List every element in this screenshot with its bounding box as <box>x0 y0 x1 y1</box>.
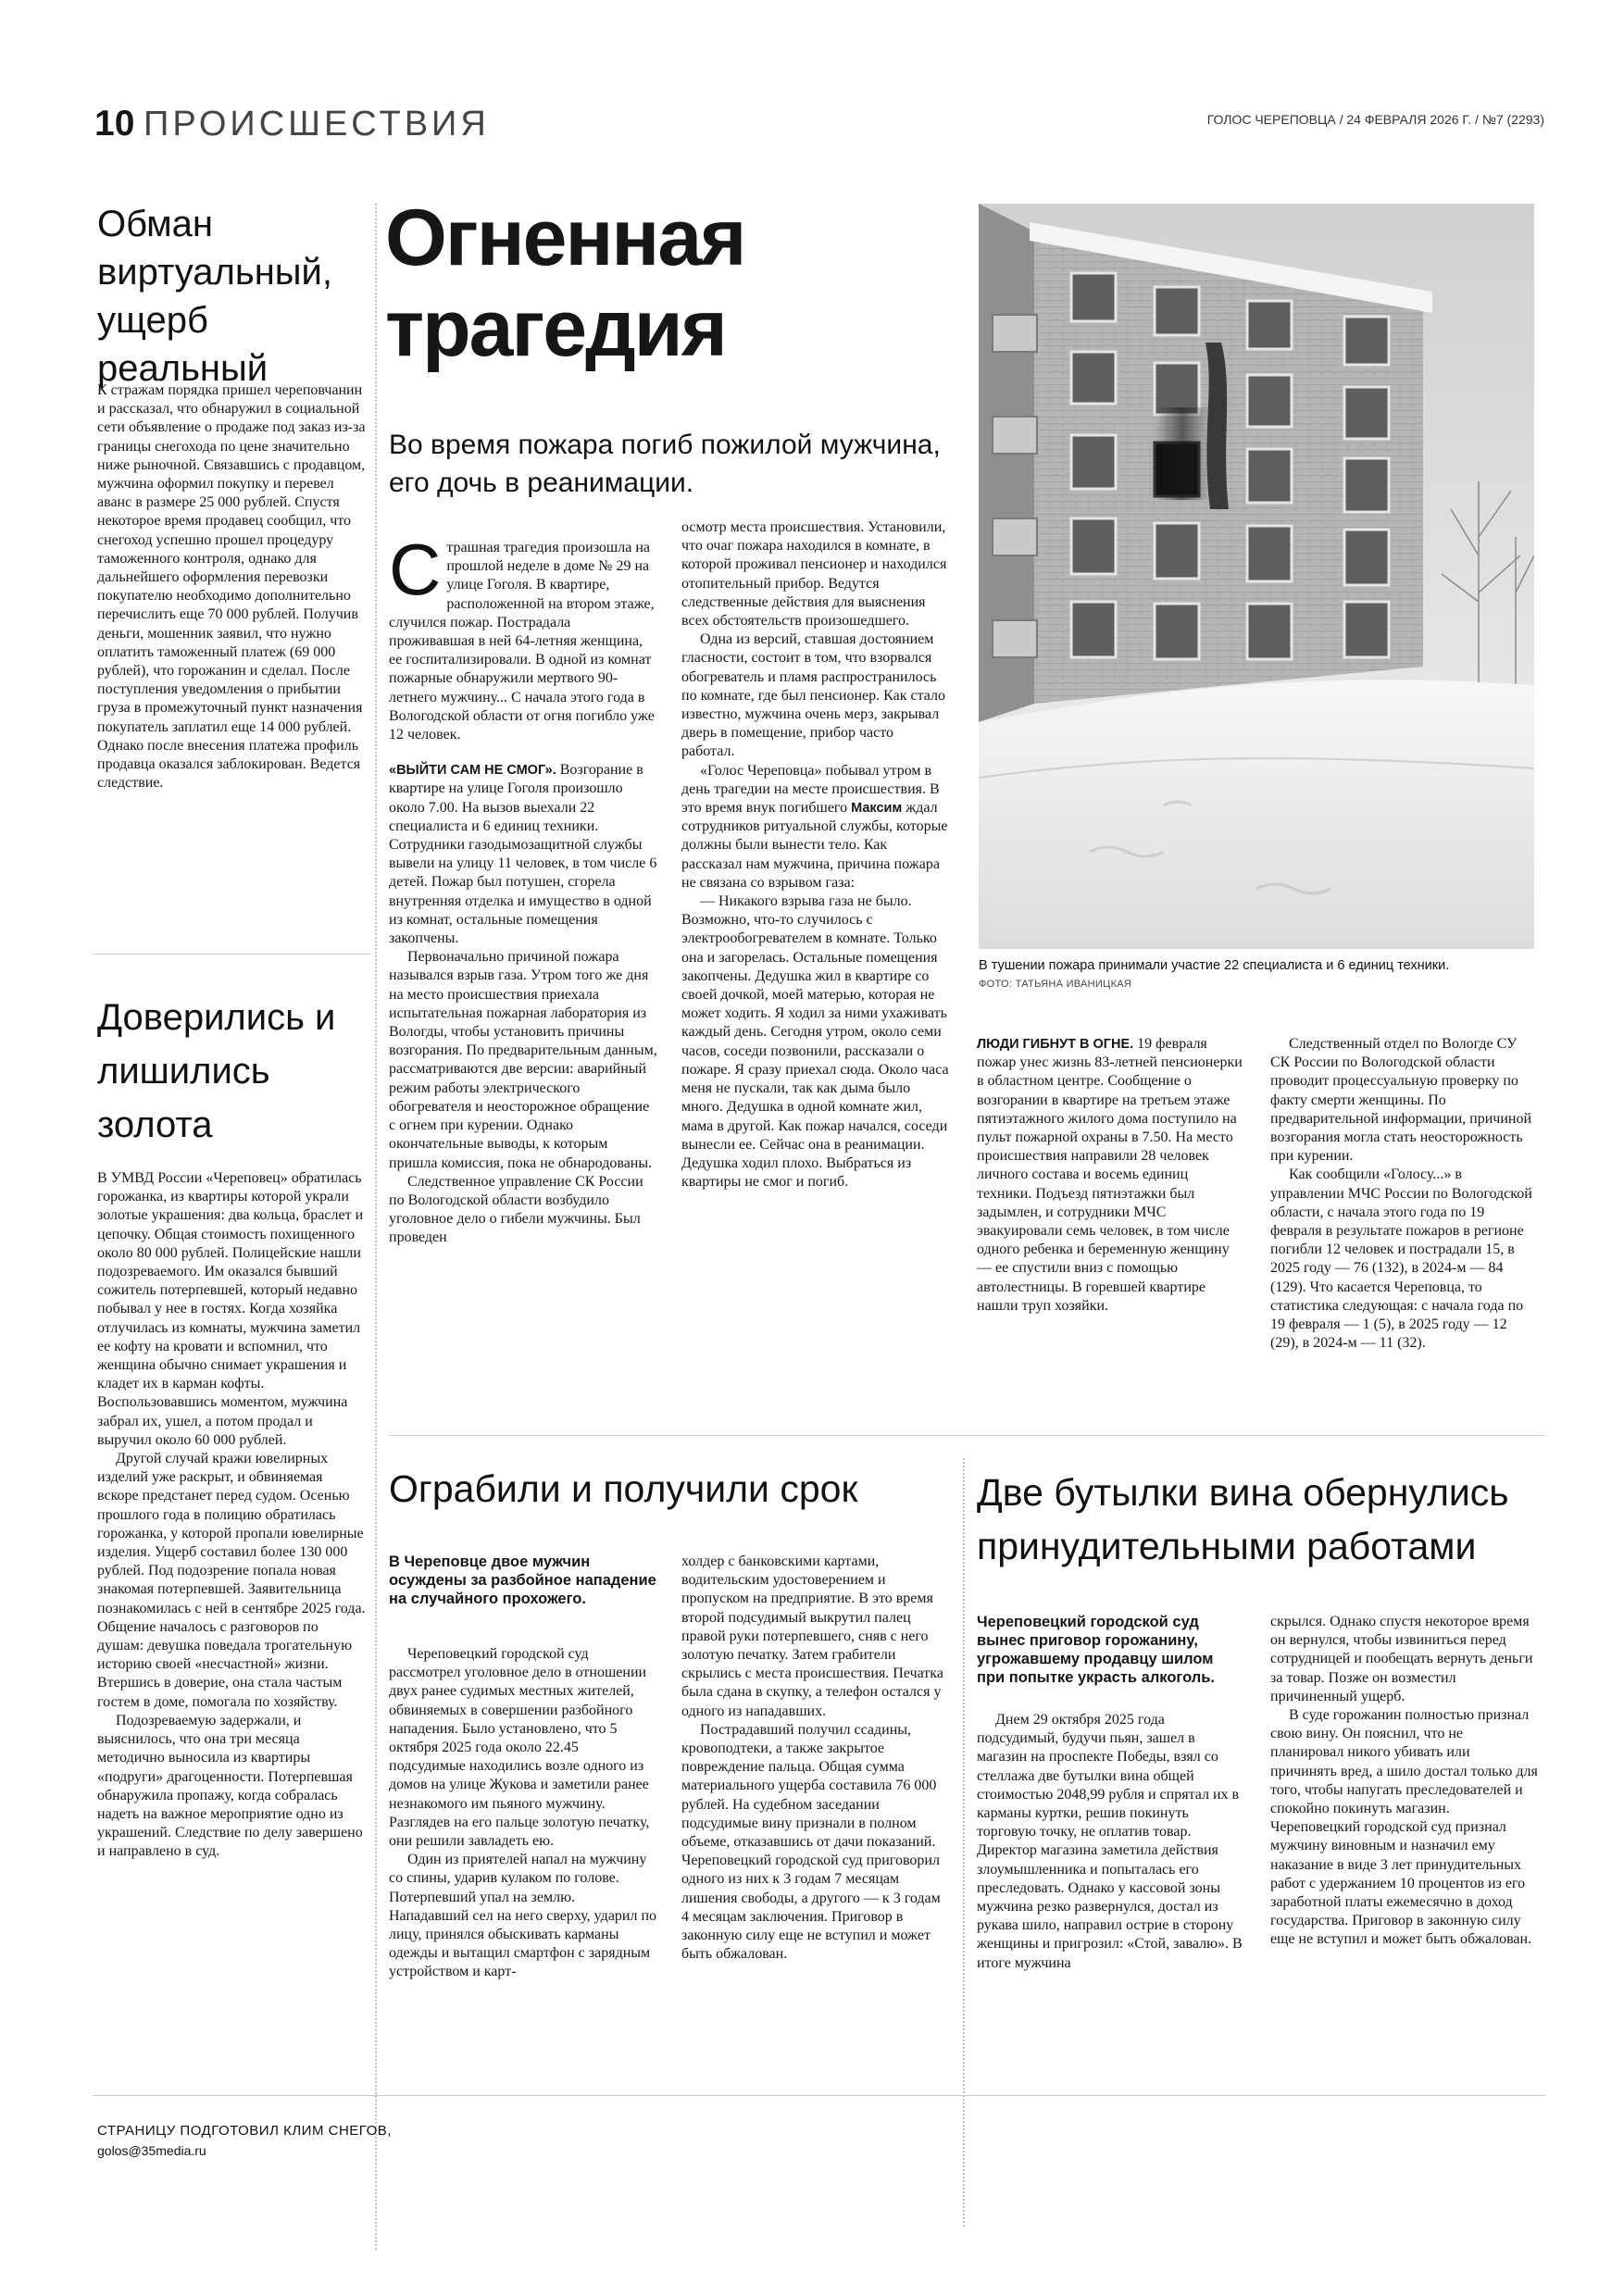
page-number: 10 <box>94 104 135 144</box>
paragraph: осмотр места происшествия. Установили, что очаг пожара находился в комнате, в которой проживал пенсионер и находился отопительный прибор. Ведутся следственные действия для выяснения всех обстоятельств произошедшего. <box>681 519 947 630</box>
paragraph-text: «Голос Череповца» побывал утром в день трагедии на месте происшествия. В это время внук погибшего <box>681 762 940 817</box>
photo-caption: В тушении пожара принимали участие 22 специалиста и 6 единиц техники. <box>979 958 1450 973</box>
paragraph-text: 19 февраля пожар унес жизнь 83-летней пенсионерки в областном центре. Сообщение о возгорании в квартире на третьем этаже пятиэтажного жилого дома поступило на пульт пожарной охраны в 7.50. На место происшествия направили 28 человек личного состава и восемь единиц техники. Подъезд пятиэтажки был задымлен, и сотрудники МЧС эвакуировали семь человек, в том числе одного ребенка и беременную женщину — ее спустили вниз с помощью автолестницы. В горевшей квартире нашли труп хозяйки. <box>977 1036 1243 1314</box>
fraud-headline: Обман виртуальный, ущерб реальный <box>97 204 333 389</box>
main-headline: Огненная трагедия <box>385 193 745 373</box>
paragraph-text: Возгорание в квартире на улице Гоголя произошло около 7.00. На вызов выехали 22 специалиста и 6 единиц техники. Сотрудники газодымозащитной службы вывели на улицу 11 человек, в том числе 6 детей. Пожар был потушен, сгорела внутренняя отделка и имущество в одной из комнат, остальные помещения закопчены. <box>389 762 657 947</box>
fire-stats-column-1 <box>977 1035 1245 1316</box>
paragraph: Подозреваемую задержали, и выяснилось, что она три месяца методично выносила из квартиры «подруги» драгоценности. Потерпевшая обнаружила пропажу, когда собралась надеть на важное мероприятие одно из украшений. Следствие по делу завершено и направлено в суд. <box>97 1712 363 1860</box>
column-divider <box>375 204 377 2250</box>
person-name: Максим <box>851 801 903 817</box>
robbery-body-column-1 <box>389 1553 657 1982</box>
paragraph: Другой случай кражи ювелирных изделий уже раскрыт, и обвиняемая вскоре предстанет перед судом. Осенью прошлого года в полицию обратилась горожанка, у которой пропали ювелирные изделия. Ущерб составил более 130 000 рублей. Под подозрение попала новая знакомая потерпевшей. Заявительница познакомилась с ней в сентябре 2025 года. Общение началось с разговоров по душам: девушка поведала трогательную историю своей «несчастной» жизни. Втершись в доверие, она стала частым гостем в доме, помогала по хозяйству. <box>97 1451 366 1710</box>
fire-stats-column-2 <box>1270 1035 1539 1353</box>
paragraph <box>389 529 657 744</box>
paragraph: К стражам порядка пришел череповчанин и рассказал, что обнаружил в социальной сети объявление о продаже под заказ из-за границы снегохода по цене значительно ниже рыночной. Связавшись с продавцом, мужчина оформил покупку и перевел аванс в размере 25 000 рублей. Спустя некоторое время продавец сообщил, что снегоход успешно прошел процедуру таможенного контроля, однако для дальнейшего оформления перевозки покупателю необходимо дополнительно перечислить еще 70 000 рублей. Получив деньги, мошенник заявил, что нужно оплатить таможенный платеж (69 000 рублей), что горожанин и сделал. После поступления уведомления о прибытии груза в промежуточный пункт назначения покупатель заплатил еще 14 000 рублей. Однако после внесения платежа профиль продавца оказался заблокирован. Ведется следствие. <box>97 382 366 792</box>
building-illustration <box>979 204 1534 949</box>
wine-body-column-1 <box>977 1613 1245 1973</box>
paragraph: В УМВД России «Череповец» обратилась горожанка, из квартиры которой украли золотые украшения: два кольца, браслет и цепочку. Общая стоимость похищенного около 80 000 рублей. Полицейские нашли подозреваемого. Им оказался бывший сожитель потерпевшей, который недавно побывал у нее в гостях. Когда хозяйка отлучилась из комнаты, мужчина заметил ее кофту на кровати и вспомнил, что женщина обычно снимает украшения и кладет их в карман кофты. Воспользовавшись моментом, мужчина забрал их, ушел, а потом продал и выручил около 60 000 рублей. <box>97 1170 364 1448</box>
paragraph-text: трашная трагедия произошла на прошлой неделе в доме № 29 на улице Гоголя. В квартире, расположенной на втором этаже, случился пожар. Пострадала проживавшая в ней 64-летняя женщина, ее госпитализировали. В одной из комнат пожарные обнаружили мертвого 90-летнего мужчину... С начала этого года в Вологодской области от огня погибло уже 12 человек. <box>389 540 655 743</box>
contact-email[interactable]: golos@35media.ru <box>97 2143 206 2158</box>
paragraph: Следственный отдел по Вологде СУ СК России по Вологодской области проводит процессуальную проверку по факту смерти женщины. По предварительной информации, причиной возгорания могла стать неосторожность при курении. <box>1270 1036 1532 1165</box>
paragraph: Череповецкий городской суд рассмотрел уголовное дело в отношении двух ранее судимых местных жителей, обвиняемых в совершении разбойного нападения. Было установлено, что 5 октября 2025 года около 22.45 подсудимые находились возле одного из домов на улице Жукова и заметили ранее незнакомого им пьяного мужчину. Разглядев на его пальце золотую печатку, они решили завладеть ею. <box>389 1646 650 1850</box>
paragraph: Один из приятелей напал на мужчину со спины, ударив кулаком по голове. Потерпевший упал на землю. Нападавший сел на него сверху, ударил по лицу, принялся обыскивать карманы одежды и вытащил смартфон с зарядным устройством и карт- <box>389 1852 657 1980</box>
paragraph: Одна из версий, ставшая достоянием гласности, состоит в том, что взорвался обогреватель и пламя распространилось по комнате, где был пенсионер. Как стало известно, мужчина очень мерз, закрывал дверь в помещение, прибор часто работал. <box>681 631 945 760</box>
paragraph-text: ждал сотрудников ритуальной службы, которые должны были вынести тело. Как рассказал нам мужчина, причина пожара не связана со взрывом газа: <box>681 800 948 891</box>
paragraph: Первоначально причиной пожара назывался взрыв газа. Утром того же дня на место происшествия приехала испытательная пожарная лаборатория из Вологды, чтобы установить причины возгорания. По предварительным данным, рассматриваются две версии: аварийный режим работы электрического обогревателя и неосторожное обращение с огнем при курении. Однако окончательные выводы, к которым пришла комиссия, пока не обнародованы. <box>389 949 657 1171</box>
drop-cap: С <box>389 529 442 610</box>
paragraph: скрылся. Однако спустя некоторое время он вернулся, чтобы извиниться перед сотрудницей и пообещать вернуть деньги за товар. Позже он возместил причиненный ущерб. <box>1270 1614 1533 1704</box>
column-divider <box>963 1458 965 2227</box>
paragraph: Следственное управление СК России по Вологодской области возбудило уголовное дело о гибели мужчины. Был проведен <box>389 1173 643 1246</box>
main-body-column-1 <box>389 529 657 1248</box>
paragraph: В суде горожанин полностью признал свою вину. Он пояснил, что не планировал никого убивать или причинять вред, а шило достал только для того, чтобы напугать преследователей и спокойно покинуть магазин. Череповецкий городской суд признал мужчину виновным и назначил ему наказание в виде 3 лет принудительных работ с удержанием 10 процентов из его заработной платы ежемесячно в доход государства. Приговор в законную силу еще не вступил и может быть обжалован. <box>1270 1707 1538 1948</box>
article-divider <box>93 954 370 955</box>
burned-building-photo <box>979 204 1534 949</box>
subheading: ЛЮДИ ГИБНУТ В ОГНЕ. <box>977 1037 1134 1052</box>
robbery-headline: Ограбили и получили срок <box>389 1467 858 1510</box>
main-body-column-2 <box>681 518 950 1192</box>
article-divider <box>389 1435 1546 1436</box>
paragraph <box>977 1035 1245 1316</box>
page-author-credit: СТРАНИЦУ ПОДГОТОВИЛ КЛИМ СНЕГОВ, <box>97 2123 392 2139</box>
paragraph: Пострадавший получил ссадины, кровоподтеки, а также закрытое повреждение пальца. Общая сумма материального ущерба составила 76 000 рублей. На судебном заседании подсудимые вину признали в полном объеме, отказавшись от дачи показаний. Череповецкий городской суд приговорил одного из них к 3 годам 7 месяцам лишения свободы, а другого — к 3 годам 4 месяцам заключения. Приговор в законную силу еще не вступил и может быть обжалован. <box>681 1721 941 1963</box>
robbery-body-column-2 <box>681 1553 950 1964</box>
wine-headline: Две бутылки вина обернулись принудительными работами <box>977 1471 1509 1567</box>
gold-body <box>97 1169 366 1862</box>
footer-divider <box>93 2095 1546 2096</box>
paragraph: холдер с банковскими картами, водительским удостоверением и пропуском на предприятие. В это время второй подсудимый выкрутил палец правой руки потерпевшего, сняв с него золотую печатку. Затем грабители скрылись с места происшествия. Печатка была сдана в скупку, а телефон остался у одного из нападавших. <box>681 1554 943 1719</box>
section-title: ПРОИСШЕСТВИЯ <box>144 105 490 144</box>
paragraph: Днем 29 октября 2025 года подсудимый, будучи пьян, зашел в магазин на проспекте Победы, взял со стеллажа две бутылки вина общей стоимостью 2048,99 рубля и спрятал их в карманы куртки, решив покинуть торговую точку, не оплатив товар. Директор магазина заметила действия злоумышленника и попыталась его преследовать. Однако у кассовой зоны мужчина резко развернулся, достал из рукава шило, направил острие в сторону женщины и пригрозил: «Стой, завалю». В итоге мужчина <box>977 1712 1243 1971</box>
main-lead: Во время пожара погиб пожилой мужчина, его дочь в реанимации. <box>389 430 941 498</box>
paragraph: Как сообщили «Голосу...» в управлении МЧС России по Вологодской области, с начала этого года по 19 февраля в результате пожаров в регионе погибли 12 человек и пострадали 15, в 2025 году — 76 (132), в 2024-м — 84 (129). Что касается Череповца, то статистика следующая: с начала года по 19 февраля — 1 (5), в 2025 году — 12 (29), в 2024-м — 11 (32). <box>1270 1167 1532 1352</box>
paragraph <box>389 761 657 948</box>
subheading: «ВЫЙТИ САМ НЕ СМОГ». <box>389 763 556 779</box>
masthead: ГОЛОС ЧЕРЕПОВЦА / 24 ФЕВРАЛЯ 2026 Г. / №7 (2293) <box>1206 112 1544 127</box>
wine-lead: Череповецкий городской суд вынес приговор горожанину, угрожавшему продавцу шилом при попытке украсть алкоголь. <box>977 1614 1215 1686</box>
robbery-lead: В Череповце двое мужчин осуждены за разбойное нападение на случайного прохожего. <box>389 1554 656 1607</box>
fraud-body <box>97 381 366 792</box>
photo-credit: ФОТО: ТАТЬЯНА ИВАНИЦКАЯ <box>979 979 1132 990</box>
wine-body-column-2 <box>1270 1613 1539 1950</box>
paragraph <box>681 762 950 892</box>
quote: — Никакого взрыва газа не было. Возможно, что-то случилось с электрообогревателем в комнате. Только она и загорелась. Остальные помещения закопчены. Дедушка жил в квартире со своей дочкой, моей матерью, которая не может ходить. Я ходил за ними ухаживать каждый день. Сегодня утром, около семи часов, соседи позвонили, рассказали о пожаре. Я сразу приехал сюда. Около часа меня не пускали, так как дыма было много. Дедушка в одной комнате жил, мама в другой. Как пожар начался, соседи вынесли ее. Сейчас она в реанимации. Дедушка ходил плохо. Выбраться из квартиры не смог и погиб. <box>681 893 949 1191</box>
gold-headline: Доверились и лишились золота <box>97 997 336 1145</box>
